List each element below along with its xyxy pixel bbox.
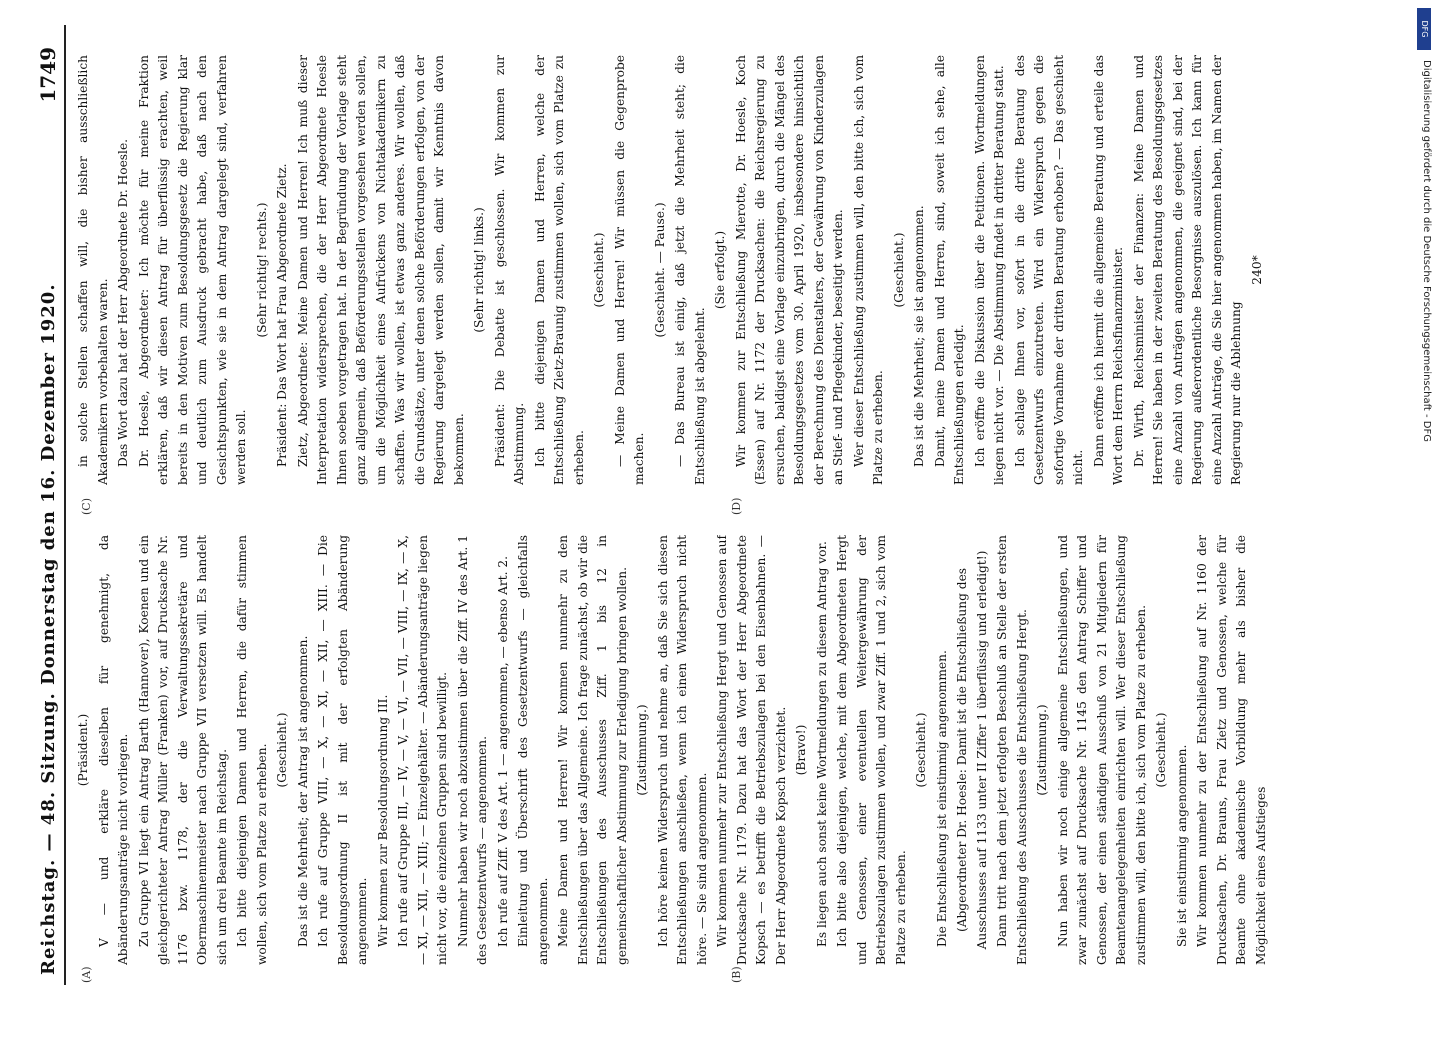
paragraph: Damit, meine Damen und Herren, sind, soweit ich sehe, alle Entschließungen erledigt. xyxy=(932,55,966,485)
paragraph: (Geschieht.) xyxy=(275,712,289,788)
paragraph: Ich eröffne die Diskussion über die Petitionen. Wortmeldungen liegen nicht vor. — Die Abstimmung findet in dritter Beratung statt. xyxy=(972,55,1006,485)
digitization-note xyxy=(1414,60,1432,1040)
paragraph: Dr. Hoesle, Abgeordneter: Ich möchte für meine Fraktion erklären, daß wir diesen Antrag für überflüssig erachten, weil bereits in den Motiven zum Besoldungsgesetz die Regierung klar und deutlich zum Ausdruck gebracht habe, daß nach den Gesichtspunkten, wie sie in dem Antrag dargelegt sind, verfahren werden soll. xyxy=(136,55,248,485)
margin-marker-a: (A) xyxy=(80,966,93,983)
paragraph: (Bravo!) xyxy=(794,724,808,776)
paragraph: Wir kommen zur Besoldungsordnung III. xyxy=(375,694,390,947)
paragraph: (Zustimmung.) xyxy=(635,704,649,796)
paragraph: V — und erkläre dieselben für genehmigt, da Abänderungsanträge nicht vorliegen. xyxy=(96,535,130,965)
paragraph: Meine Damen und Herren! Wir kommen nunmehr zu den Entschließungen über das Allgemeine. Ich frage zunächst, ob wir die Entschließungen des Ausschusses Ziff. 1 bis 12 in gemeinschaftlicher Abstimmung zur Erledigung bringen wollen. xyxy=(556,535,629,965)
paragraph: Nun haben wir noch einige allgemeine Entschließungen, und zwar zunächst auf Drucksache Nr. 1145 den Antrag Schiffer und Genossen, der einen ständigen Ausschuß von 21 Mitgliedern für Beamtenangelegenheiten einrichten will. Wer dieser Entschließung zustimmen will, den bitte ich, sich vom Platze zu erheben. xyxy=(1055,535,1148,965)
paragraph: Das ist die Mehrheit; sie ist angenommen. xyxy=(912,205,926,467)
paragraph: Das ist die Mehrheit; der Antrag ist angenommen. xyxy=(295,635,310,947)
paragraph: Die Entschließung ist einstimmig angenommen. xyxy=(934,650,949,947)
paragraph: Ich höre keinen Widerspruch und nehme an, daß Sie sich diesen Entschließungen anschließen, wenn ich einen Widerspruch nicht höre. — Sie sind angenommen. xyxy=(655,535,709,965)
paragraph: (Präsident.) xyxy=(76,713,90,787)
paragraph: (Sehr richtig! rechts.) xyxy=(254,202,269,338)
column-right xyxy=(74,55,1404,485)
dfg-logo xyxy=(1417,8,1431,50)
paragraph: Ich bitte also diejenigen, welche, mit dem Abgeordneten Hergt und Genossen, einer eventuellen Weitergewährung der Betriebszulagen zustimmen wollen, und zwar Ziff. 1 und 2, sich vom Platze zu erheben. xyxy=(835,535,908,965)
page-header xyxy=(30,25,68,985)
paragraph: Wir kommen nunmehr zur Entschließung Hergt und Genossen auf Drucksache Nr. 1179. Dazu hat das Wort der Herr Abgeordnete Kopsch — es betrifft die Betriebszulagen bei den Eisenbahnen. — Der Herr Abgeordnete Kopsch verzichtet. xyxy=(715,535,788,965)
paragraph: Ich rufe auf Gruppe VIII, — X, — XI, — XII, — XIII. — Die Besoldungsordnung II ist mit der erfolgten Abänderung angenommen. xyxy=(316,535,369,965)
paragraph: — Meine Damen und Herren! Wir müssen die Gegenprobe machen. xyxy=(612,55,646,485)
paragraph: (Geschieht.) xyxy=(1154,712,1168,788)
paragraph: Ich rufe auf Ziff. V des Art. 1 — angenommen, — ebenso Art. 2. xyxy=(495,556,510,947)
rotated-page-content xyxy=(30,25,1420,985)
header-center: Donnerstag den 16. Dezember 1920. xyxy=(38,283,59,685)
paragraph: Ich rufe auf Gruppe III, — IV, — V, — VI, — VII, — VIII, — IX, — X, — XI, — XII, — XIII; — Einzelgehälter. — Abänderungsanträge liegen nicht vor, die einzelnen Gruppen sind bewilligt. xyxy=(396,535,449,965)
digitization-note-text: Digitalisierung gefördert durch die Deutsche Forschungsgemeinschaft - DFG xyxy=(1421,60,1432,443)
paragraph: Ich bitte diejenigen Damen und Herren, die dafür stimmen wollen, sich vom Platze zu erheben. xyxy=(235,535,269,965)
paragraph: — Das Bureau ist einig, daß jetzt die Mehrheit steht; die Entschließung ist abgelehnt. xyxy=(673,55,707,485)
paragraph: Es liegen auch sonst keine Wortmeldungen zu diesem Antrag vor. xyxy=(814,541,829,947)
paragraph: Wer dieser Entschließung zustimmen will, den bitte ich, sich vom Platze zu erheben. xyxy=(851,55,885,485)
paragraph: (Abgeordneter Dr. Hoesle: Damit ist die Entschließung des Ausschusses auf 1133 unter II Ziffer 1 überflüssig und erledigt!) xyxy=(955,550,989,950)
header-left: Reichstag. — 48. Sitzung. xyxy=(38,692,59,975)
paragraph: (Geschieht. — Pause.) xyxy=(652,202,667,338)
paragraph: Dr. Wirth, Reichsminister der Finanzen: Meine Damen und Herren! Sie haben in der zweiten Beratung des Besoldungsgesetzes eine Anzahl von Anträgen angenommen, die geeignet sind, bei der Regierung außerordentliche Besorgnisse auszulösen. Ich kann für eine Anzahl Anträge, die Sie hier angenommen haben, im Namen der Regierung nur die Ablehnung xyxy=(1131,55,1243,485)
dfg-logo-text: DFG xyxy=(1420,20,1429,38)
paragraph: Einleitung und Überschrift des Gesetzentwurfs — gleichfalls angenommen. xyxy=(516,535,550,965)
paragraph: Präsident: Die Debatte ist geschlossen. Wir kommen zur Abstimmung. xyxy=(492,55,526,485)
paragraph: Zietz, Abgeordnete: Meine Damen und Herren! Ich muß dieser Interpretation widersprechen, die der Herr Abgeordnete Hoesle Ihnen soeben vorgetragen hat. In der Begründung der Vorlage steht ganz allgemein, daß Beförderungsstellen vorgesehen werden sollen, um die Möglichkeit eines Aufrückens von Nichtakademikern zu schaffen. Was wir wollen, ist etwas ganz anderes. Wir wollen, daß die Grundsätze, unter denen solche Beförderungen erfolgen, von der Regierung dargelegt werden sollen, damit wir Kenntnis davon bekommen. xyxy=(295,55,466,485)
paragraph: Ich schlage Ihnen vor, sofort in die dritte Beratung des Gesetzentwurfs einzutreten. Wird ein Widerspruch gegen die sofortige Vornahme der dritten Beratung erhoben? — Das geschieht nicht. xyxy=(1012,55,1085,485)
header-rule xyxy=(64,25,66,985)
paragraph: Das Wort dazu hat der Herr Abgeordnete Dr. Hoesle. xyxy=(116,138,130,467)
paragraph: (Geschieht.) xyxy=(891,232,906,308)
paragraph: Dann tritt nach dem jetzt erfolgten Beschluß an Stelle der ersten Entschließung des Ausschusses die Entschließung Hergt. xyxy=(995,535,1029,965)
margin-marker-b: (B) xyxy=(730,966,743,983)
paragraph: in solche Stellen schaffen will, die bisher ausschließlich Akademikern vorbehalten waren. xyxy=(76,55,110,485)
paragraph: Dann eröffne ich hiermit die allgemeine Beratung und erteile das Wort dem Herrn Reichsfinanzminister. xyxy=(1091,55,1125,485)
paragraph: (Geschieht.) xyxy=(592,232,606,308)
paragraph: 240* xyxy=(1249,255,1264,285)
paragraph: (Sehr richtig! links.) xyxy=(472,207,486,333)
paragraph: (Zustimmung.) xyxy=(1035,704,1049,796)
paragraph: (Geschieht.) xyxy=(914,712,928,788)
paragraph: Präsident: Das Wort hat Frau Abgeordnete Zietz. xyxy=(275,163,289,467)
paragraph: Zu Gruppe VI liegt ein Antrag Barth (Hannover), Koenen und ein gleichgerichteter Antrag Müller (Franken) vor, auf Drucksache Nr. 1176 bzw. 1178, der die Verwaltungssekretäre und Obermaschinenmeister nach Gruppe VII versetzen will. Es handelt sich um drei Beamte im Reichstag. xyxy=(136,535,229,965)
paragraph: Wir kommen zur Entschließung Mierotte, Dr. Hoesle, Koch (Essen) auf Nr. 1172 der Drucksachen: die Reichsregierung zu ersuchen, baldigst eine Vorlage einzubringen, durch die Mängel des Besoldungsgesetzes vom 30. April 1920, insbesondere hinsichtlich der Berechnung des Dienstalters, der Gewährung von Kinderzulagen an Stief- und Pflegekinder, beseitigt werden. xyxy=(733,55,845,485)
margin-marker-c: (C) xyxy=(80,498,93,515)
column-left xyxy=(74,535,1404,965)
paragraph: Ich bitte diejenigen Damen und Herren, welche der Entschließung Zietz-Braunig zustimmen wollen, sich vom Platze zu erheben. xyxy=(532,55,586,485)
paragraph: Sie ist einstimmig angenommen. xyxy=(1174,744,1189,947)
paragraph: Nunmehr haben wir noch abzustimmen über die Ziff. IV des Art. 1 des Gesetzentwurfs — angenommen. xyxy=(455,535,489,965)
margin-marker-d: (D) xyxy=(730,497,743,515)
page-number: 1749 xyxy=(36,47,60,103)
paragraph: Wir kommen nunmehr zu der Entschließung auf Nr. 1160 der Drucksachen, Dr. Brauns, Frau Zietz und Genossen, welche für Beamte ohne akademische Vorbildung mehr als bisher die Möglichkeit eines Aufstieges xyxy=(1195,535,1268,965)
paragraph: (Sie erfolgt.) xyxy=(713,230,727,310)
